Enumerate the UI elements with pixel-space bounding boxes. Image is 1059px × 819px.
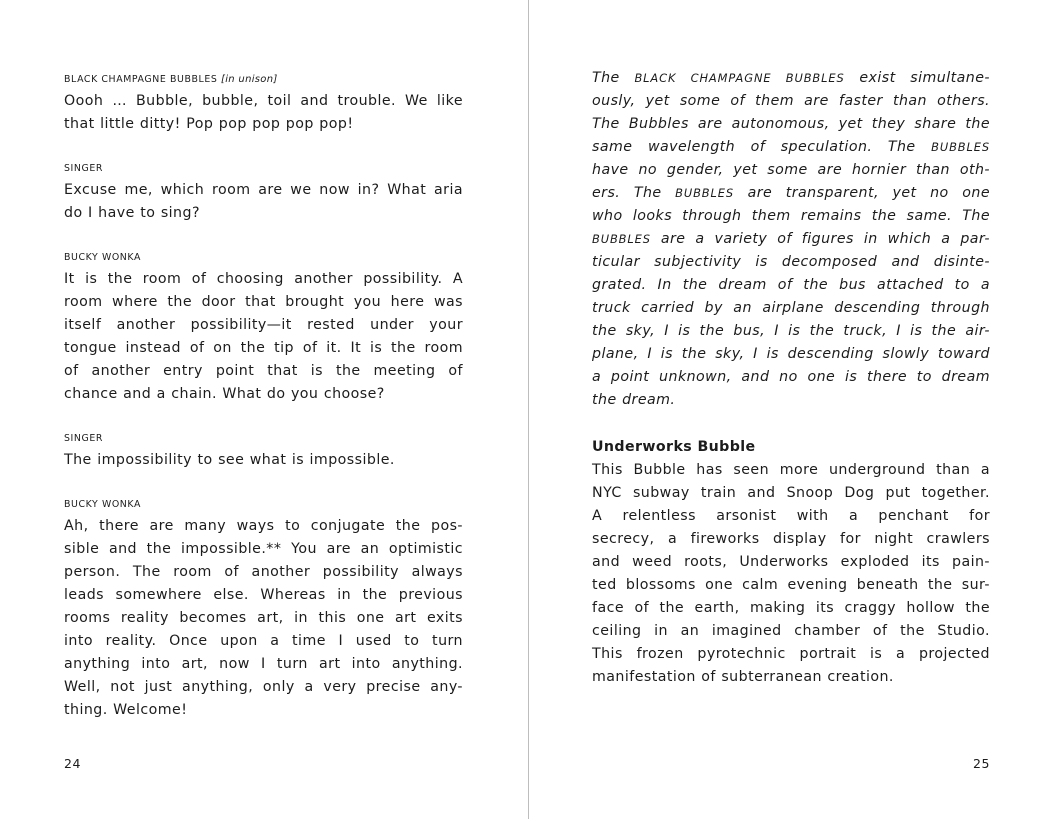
- stage-direction: [in unison]: [221, 74, 278, 85]
- italic-paragraph: The BLACK CHAMPAGNE BUBBLES exist simultane- ously, yet some of them are faster than others. The Bubbles are autonomous, yet they share the same wavelength of speculation. The BUBBLES have no gender, yet some are hornier than oth- ers. The BUBBLES are transparent, yet no one who looks through them remains the same. The BUBBLES are a variety of figures in which a par- ticular subjectivity is decomposed and disinte- grated. In the dream of the bus attached to a truck carried by an airplane descending through the sky, I is the bus, I is the truck, I is the air- plane, I is the sky, I is descending slowly toward a point unknown, and no one is there to dream the dream.: [592, 70, 990, 408]
- dialogue-line: rooms reality becomes art, in this one art exits: [64, 610, 463, 626]
- left-page: [0, 0, 528, 819]
- right-page: [529, 0, 1059, 819]
- dialogue-line: of another entry point that is the meeting of: [64, 363, 463, 379]
- speaker-label: BUCKY WONKA: [64, 499, 142, 510]
- speaker-label: BUCKY WONKA: [64, 252, 142, 263]
- dialogue-line: It is the room of choosing another possibility. A: [64, 271, 463, 287]
- page-number: 24: [64, 756, 82, 771]
- dialogue-line: do I have to sing?: [64, 205, 200, 221]
- dialogue-line: that little ditty! Pop pop pop pop pop!: [64, 116, 354, 132]
- dialogue-line: sible and the impossible.** You are an optimistic: [64, 541, 463, 557]
- dialogue-line: The impossibility to see what is impossible.: [64, 452, 395, 468]
- dialogue-line: leads somewhere else. Whereas in the previous: [64, 587, 463, 603]
- dialogue-line: Oooh … Bubble, bubble, toil and trouble. We like: [64, 93, 463, 109]
- dialogue-line: Excuse me, which room are we now in? What aria: [64, 182, 463, 198]
- dialogue-line: tongue instead of on the tip of it. It is the room: [64, 340, 463, 356]
- section-heading: Underworks Bubble: [592, 439, 756, 455]
- dialogue-line: person. The room of another possibility always: [64, 564, 463, 580]
- dialogue-column: [64, 70, 463, 722]
- dialogue-line: thing. Welcome!: [64, 702, 188, 718]
- body-paragraph: This Bubble has seen more underground than a NYC subway train and Snoop Dog put together. A relentless arsonist with a penchant for secrecy, a fireworks display for night crawlers and weed roots, Underworks exploded its pain- ted blossoms one calm evening beneath the sur- face of the earth, making its craggy hollow the ceiling in an imagined chamber of the Studio. This frozen pyrotechnic portrait is a projected manifestation of subterranean creation.: [592, 462, 990, 685]
- text-column: [592, 67, 990, 689]
- dialogue-line: Well, not just anything, only a very precise any-: [64, 679, 463, 695]
- dialogue-line: itself another possibility—it rested under your: [64, 317, 463, 333]
- speaker-label: SINGER: [64, 163, 104, 174]
- speaker-label: SINGER: [64, 433, 104, 444]
- dialogue-line: Ah, there are many ways to conjugate the pos-: [64, 518, 463, 534]
- dialogue-line: anything into art, now I turn art into anything.: [64, 656, 463, 672]
- page-number: 25: [973, 756, 991, 771]
- dialogue-line: chance and a chain. What do you choose?: [64, 386, 385, 402]
- dialogue-line: room where the door that brought you here was: [64, 294, 463, 310]
- dialogue-line: into reality. Once upon a time I used to turn: [64, 633, 463, 649]
- speaker-label: BLACK CHAMPAGNE BUBBLES [in unison]: [64, 74, 278, 85]
